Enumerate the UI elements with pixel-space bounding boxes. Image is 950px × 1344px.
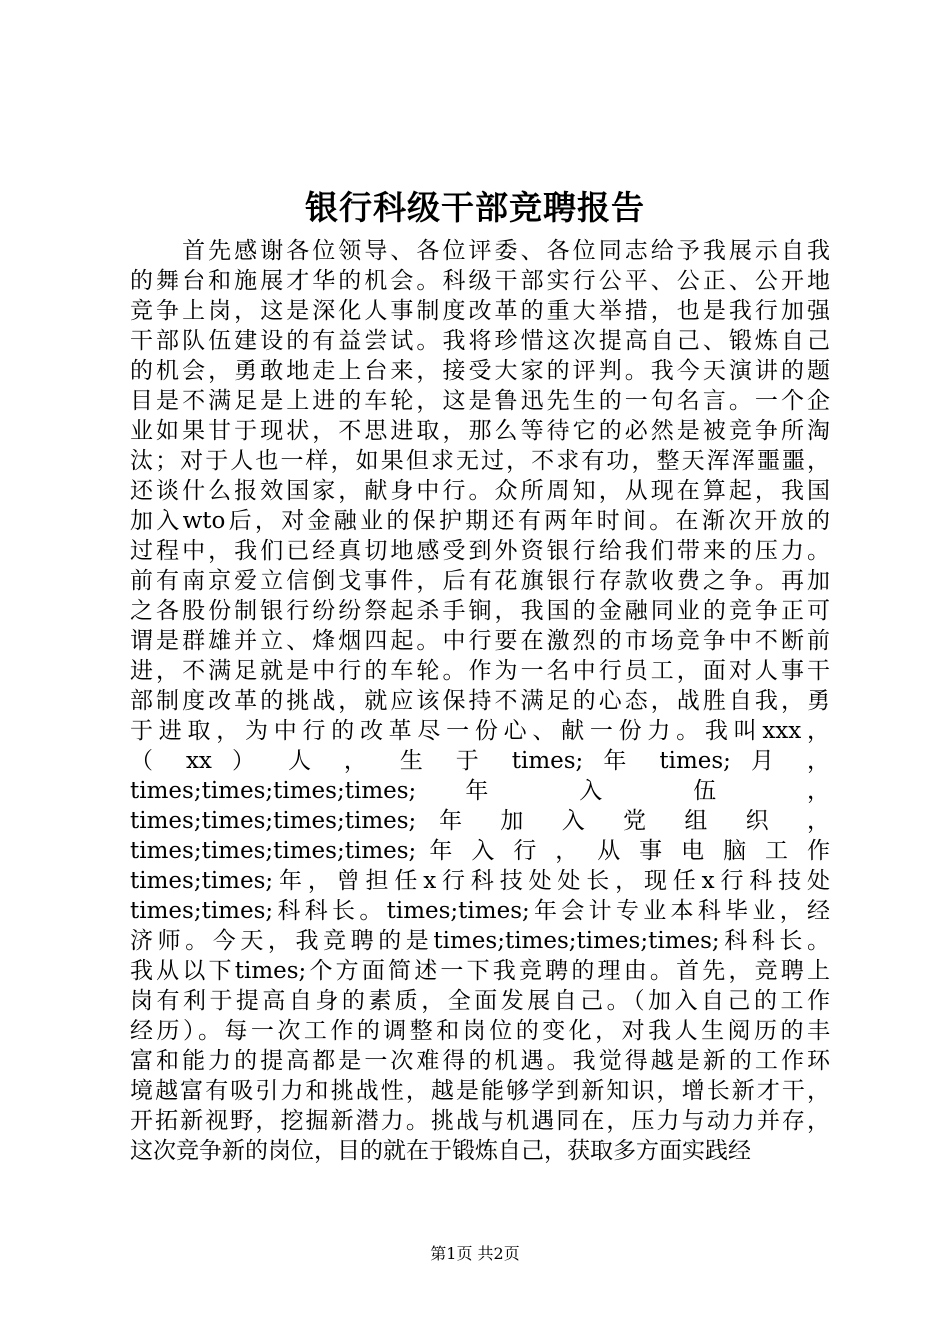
body-line: times;times;年，曾担任x行科技处处长，现任x行科技处 [130,868,830,894]
body-line: times;times;times;times; 年 入 伍 ， [130,778,830,804]
body-line: 这次竞争新的岗位，目的就在于锻炼自己，获取多方面实践经 [130,1138,751,1164]
body-line: 经历）。每一次工作的调整和岗位的变化，对我人生阅历的丰 [130,1018,830,1044]
body-line: 我从以下times;个方面简述一下我竞聘的理由。首先，竞聘上 [130,958,830,984]
body-line: 开拓新视野，挖掘新潜力。挑战与机遇同在，压力与动力并存， [130,1108,830,1134]
body-line: times;times;科科长。times;times;年会计专业本科毕业，经 [130,898,830,924]
body-line: 于进取，为中行的改革尽一份心、献一份力。我叫xxx， [130,718,830,744]
body-line: 谓是群雄并立、烽烟四起。中行要在激烈的市场竞争中不断前 [130,628,830,654]
body-line: 还谈什么报效国家，献身中行。众所周知，从现在算起，我国 [130,478,830,504]
body-line: times;times;times;times; 年 入 行 ， 从 事 电 脑 工 作 [130,838,830,864]
document-title: 银行科级干部竞聘报告 [305,188,645,227]
body-line: 岗有利于提高自身的素质，全面发展自己。（加入自己的工作 [130,988,830,1014]
body-line: 富和能力的提高都是一次难得的机遇。我觉得越是新的工作环 [130,1048,830,1074]
body-line: 的舞台和施展才华的机会。科级干部实行公平、公正、公开地 [130,268,830,294]
body-line: （ xx ） 人 ， 生 于 times; 年 times; 月 ， [130,748,830,774]
body-line: 业如果甘于现状，不思进取，那么等待它的必然是被竞争所淘 [130,418,830,444]
body-line: 前有南京爱立信倒戈事件，后有花旗银行存款收费之争。再加 [130,568,830,594]
body-line: 汰；对于人也一样，如果但求无过，不求有功，整天浑浑噩噩， [130,448,830,474]
body-line: 目是不满足是上进的车轮，这是鲁迅先生的一句名言。一个企 [130,388,830,414]
body-line: 首先感谢各位领导、各位评委、各位同志给予我展示自我 [130,238,830,264]
body-line: times;times;times;times; 年 加 入 党 组 织 ， [130,808,830,834]
body-line: 干部队伍建设的有益尝试。我将珍惜这次提高自己、锻炼自己 [130,328,830,354]
body-line: 竞争上岗，这是深化人事制度改革的重大举措，也是我行加强 [130,298,830,324]
body-line: 的机会，勇敢地走上台来，接受大家的评判。我今天演讲的题 [130,358,830,384]
body-line: 境越富有吸引力和挑战性，越是能够学到新知识，增长新才干， [130,1078,830,1104]
body-line: 部制度改革的挑战，就应该保持不满足的心态，战胜自我，勇 [130,688,830,714]
page-footer: 第1页 共2页 [430,1244,520,1263]
body-line: 进，不满足就是中行的车轮。作为一名中行员工，面对人事干 [130,658,830,684]
body-line: 加入wto后，对金融业的保护期还有两年时间。在渐次开放的 [130,508,830,534]
body-line: 济师。今天，我竞聘的是times;times;times;times;科科长。 [130,928,830,954]
document-body [130,236,830,1166]
body-line: 之各股份制银行纷纷祭起杀手锏，我国的金融同业的竞争正可 [130,598,830,624]
body-line: 过程中，我们已经真切地感受到外资银行给我们带来的压力。 [130,538,830,564]
